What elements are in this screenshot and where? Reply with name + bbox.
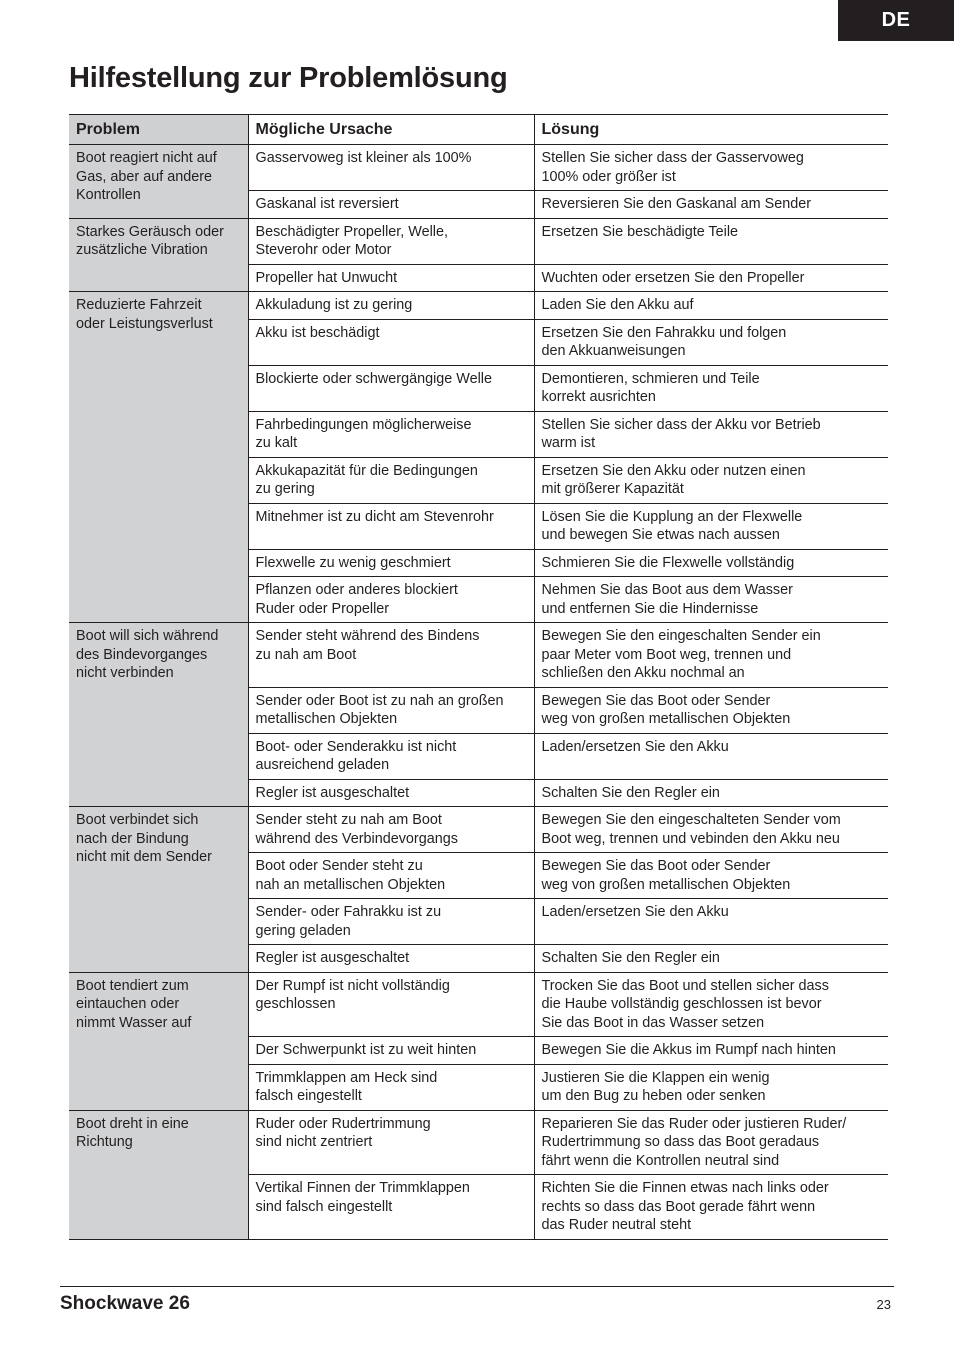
table-row xyxy=(69,218,888,264)
cause-cell: Sender steht zu nah am Boot während des Verbindevorgangs xyxy=(248,807,534,853)
cause-cell: Ruder oder Rudertrimmung sind nicht zentriert xyxy=(248,1110,534,1175)
problem-cell: Reduzierte Fahrzeit oder Leistungsverlust xyxy=(69,292,248,623)
table-row xyxy=(69,972,888,1037)
footer-product-name: Shockwave 26 xyxy=(60,1293,190,1314)
solution-cell: Trocken Sie das Boot und stellen sicher dass die Haube vollständig geschlossen ist bevor Sie das Boot in das Wasser setzen xyxy=(534,972,888,1037)
solution-cell: Reversieren Sie den Gaskanal am Sender xyxy=(534,191,888,219)
header-cause: Mögliche Ursache xyxy=(248,115,534,145)
cause-cell: Mitnehmer ist zu dicht am Stevenrohr xyxy=(248,503,534,549)
cause-cell: Beschädigter Propeller, Welle, Steverohr oder Motor xyxy=(248,218,534,264)
solution-cell: Schmieren Sie die Flexwelle vollständig xyxy=(534,549,888,577)
table-body xyxy=(69,145,888,1240)
solution-cell: Laden/ersetzen Sie den Akku xyxy=(534,733,888,779)
solution-cell: Schalten Sie den Regler ein xyxy=(534,779,888,807)
solution-cell: Bewegen Sie den eingeschalteten Sender vom Boot weg, trennen und vebinden den Akku neu xyxy=(534,807,888,853)
cause-cell: Akku ist beschädigt xyxy=(248,319,534,365)
table-row xyxy=(69,623,888,688)
table-header-row xyxy=(69,115,888,145)
cause-cell: Akkuladung ist zu gering xyxy=(248,292,534,320)
cause-cell: Gasservoweg ist kleiner als 100% xyxy=(248,145,534,191)
cause-cell: Regler ist ausgeschaltet xyxy=(248,945,534,973)
cause-cell: Sender steht während des Bindens zu nah am Boot xyxy=(248,623,534,688)
table-row xyxy=(69,1110,888,1175)
cause-cell: Sender- oder Fahrakku ist zu gering geladen xyxy=(248,899,534,945)
cause-cell: Boot oder Sender steht zu nah an metallischen Objekten xyxy=(248,853,534,899)
cause-cell: Propeller hat Unwucht xyxy=(248,264,534,292)
solution-cell: Stellen Sie sicher dass der Gasservoweg 100% oder größer ist xyxy=(534,145,888,191)
header-problem: Problem xyxy=(69,115,248,145)
cause-cell: Pflanzen oder anderes blockiert Ruder oder Propeller xyxy=(248,577,534,623)
solution-cell: Demontieren, schmieren und Teile korrekt ausrichten xyxy=(534,365,888,411)
solution-cell: Laden/ersetzen Sie den Akku xyxy=(534,899,888,945)
language-label: DE xyxy=(881,9,911,31)
solution-cell: Bewegen Sie das Boot oder Sender weg von großen metallischen Objekten xyxy=(534,687,888,733)
cause-cell: Vertikal Finnen der Trimmklappen sind falsch eingestellt xyxy=(248,1175,534,1240)
solution-cell: Reparieren Sie das Ruder oder justieren Ruder/ Rudertrimmung so dass das Boot geradaus fährt wenn die Kontrollen neutral sind xyxy=(534,1110,888,1175)
troubleshooting-table xyxy=(69,114,888,1240)
solution-cell: Lösen Sie die Kupplung an der Flexwelle und bewegen Sie etwas nach aussen xyxy=(534,503,888,549)
table-row xyxy=(69,807,888,853)
cause-cell: Flexwelle zu wenig geschmiert xyxy=(248,549,534,577)
solution-cell: Laden Sie den Akku auf xyxy=(534,292,888,320)
cause-cell: Trimmklappen am Heck sind falsch eingestellt xyxy=(248,1064,534,1110)
solution-cell: Stellen Sie sicher dass der Akku vor Betrieb warm ist xyxy=(534,411,888,457)
problem-cell: Starkes Geräusch oder zusätzliche Vibration xyxy=(69,218,248,292)
cause-cell: Der Rumpf ist nicht vollständig geschlossen xyxy=(248,972,534,1037)
solution-cell: Wuchten oder ersetzen Sie den Propeller xyxy=(534,264,888,292)
problem-cell: Boot will sich während des Bindevorganges nicht verbinden xyxy=(69,623,248,807)
cause-cell: Sender oder Boot ist zu nah an großen metallischen Objekten xyxy=(248,687,534,733)
cause-cell: Fahrbedingungen möglicherweise zu kalt xyxy=(248,411,534,457)
cause-cell: Blockierte oder schwergängige Welle xyxy=(248,365,534,411)
page-number: 23 xyxy=(876,1297,891,1312)
page-title: Hilfestellung zur Problemlösung xyxy=(69,62,508,94)
table-row xyxy=(69,292,888,320)
solution-cell: Bewegen Sie das Boot oder Sender weg von großen metallischen Objekten xyxy=(534,853,888,899)
cause-cell: Der Schwerpunkt ist zu weit hinten xyxy=(248,1037,534,1065)
header-solution: Lösung xyxy=(534,115,888,145)
problem-cell: Boot verbindet sich nach der Bindung nicht mit dem Sender xyxy=(69,807,248,973)
cause-cell: Boot- oder Senderakku ist nicht ausreichend geladen xyxy=(248,733,534,779)
cause-cell: Regler ist ausgeschaltet xyxy=(248,779,534,807)
solution-cell: Justieren Sie die Klappen ein wenig um den Bug zu heben oder senken xyxy=(534,1064,888,1110)
solution-cell: Bewegen Sie den eingeschalten Sender ein paar Meter vom Boot weg, trennen und schließen den Akku nochmal an xyxy=(534,623,888,688)
problem-cell: Boot tendiert zum eintauchen oder nimmt Wasser auf xyxy=(69,972,248,1110)
problem-cell: Boot dreht in eine Richtung xyxy=(69,1110,248,1239)
solution-cell: Bewegen Sie die Akkus im Rumpf nach hinten xyxy=(534,1037,888,1065)
solution-cell: Ersetzen Sie den Fahrakku und folgen den Akkuanweisungen xyxy=(534,319,888,365)
solution-cell: Ersetzen Sie den Akku oder nutzen einen mit größerer Kapazität xyxy=(534,457,888,503)
cause-cell: Gaskanal ist reversiert xyxy=(248,191,534,219)
solution-cell: Ersetzen Sie beschädigte Teile xyxy=(534,218,888,264)
solution-cell: Nehmen Sie das Boot aus dem Wasser und entfernen Sie die Hindernisse xyxy=(534,577,888,623)
solution-cell: Schalten Sie den Regler ein xyxy=(534,945,888,973)
language-tab xyxy=(838,0,954,41)
table-row xyxy=(69,145,888,191)
cause-cell: Akkukapazität für die Bedingungen zu gering xyxy=(248,457,534,503)
problem-cell: Boot reagiert nicht auf Gas, aber auf andere Kontrollen xyxy=(69,145,248,219)
footer-divider xyxy=(60,1286,894,1287)
solution-cell: Richten Sie die Finnen etwas nach links oder rechts so dass das Boot gerade fährt wenn das Ruder neutral steht xyxy=(534,1175,888,1240)
